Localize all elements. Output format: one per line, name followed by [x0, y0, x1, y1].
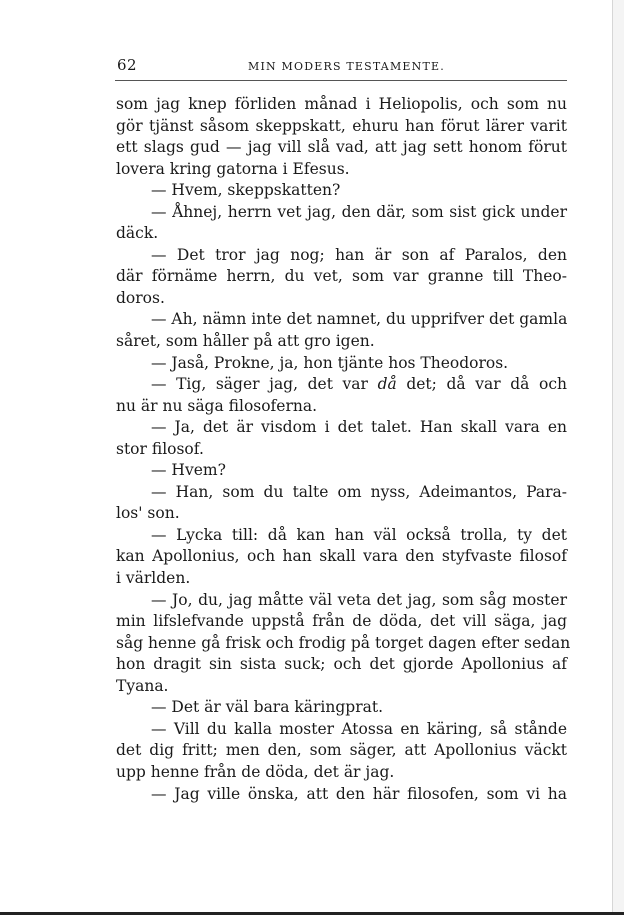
page-number: 62 — [117, 56, 138, 74]
text-line: doros. — [116, 288, 165, 307]
text-line: — Jaså, Prokne, ja, hon tjänte hos Theodoros. — [151, 353, 509, 372]
text-line: upp henne från de döda, det är jag. — [116, 762, 395, 781]
text-line: — Han, som du talte om nyss, Adeimantos, Para- — [151, 482, 567, 501]
text-line: i världen. — [116, 569, 191, 588]
text-line: — Jo, du, jag måtte väl veta det jag, som såg moster — [151, 590, 567, 609]
text-line: gör tjänst såsom skeppskatt, ehuru han förut lärer varit — [116, 116, 567, 135]
text-line: — Ah, nämn inte det namnet, du upprifver det gamla — [151, 310, 568, 329]
text-line: kan Apollonius, och han skall vara den styfvaste filosof — [116, 547, 567, 566]
text-line: stor filosof. — [116, 439, 204, 458]
text-line: min lifslefvande uppstå från de döda, det vill säga, jag — [116, 612, 567, 631]
text-line: — Vill du kalla moster Atossa en käring, så stånde — [151, 719, 567, 738]
text-line: hon dragit sin sista suck; och det gjorde Apollonius af — [116, 655, 567, 674]
text-line: — Ja, det är visdom i det talet. Han skall vara en — [151, 418, 567, 437]
text-line: — Det tror jag nog; han är son af Paralos, den — [151, 245, 567, 264]
text-line: los' son. — [116, 504, 180, 523]
emphasis-word: då — [377, 375, 397, 394]
page-edge-right — [612, 0, 624, 915]
text-line: däck. — [116, 224, 159, 243]
header-rule — [115, 80, 567, 81]
text-line: såret, som håller på att gro igen. — [116, 332, 375, 351]
text-line: såg henne gå frisk och frodig på torget dagen efter sedan — [116, 633, 571, 652]
text-segment: det; då var då och — [396, 375, 567, 394]
text-line: nu är nu säga filosoferna. — [116, 396, 318, 415]
text-line: — Åhnej, herrn vet jag, den där, som sist gick under — [151, 202, 567, 221]
text-line: — Hvem, skeppskatten? — [151, 181, 341, 200]
text-line: — Jag ville önska, att den här filosofen, som vi ha — [151, 784, 567, 803]
body-text — [116, 94, 571, 805]
text-line-with-emphasis — [116, 374, 567, 396]
text-line: ett slags gud — jag vill slå vad, att jag sett honom förut — [116, 138, 567, 157]
text-line: — Hvem? — [151, 461, 226, 480]
text-line: som jag knep förliden månad i Heliopolis, och som nu — [116, 95, 567, 113]
text-line: — Det är väl bara käringprat. — [151, 698, 384, 717]
text-segment: — Tig, säger jag, det var — [151, 375, 378, 394]
text-line: lovera kring gatorna i Efesus. — [116, 159, 350, 178]
text-line: där förnäme herrn, du vet, som var granne till Theo- — [116, 267, 567, 286]
running-title: MIN MODERS TESTAMENTE. — [248, 60, 445, 73]
text-line: det dig fritt; men den, som säger, att Apollonius väckt — [116, 741, 567, 760]
text-line: — Lycka till: då kan han väl också trolla, ty det — [151, 525, 567, 544]
text-line: Tyana. — [116, 676, 169, 695]
